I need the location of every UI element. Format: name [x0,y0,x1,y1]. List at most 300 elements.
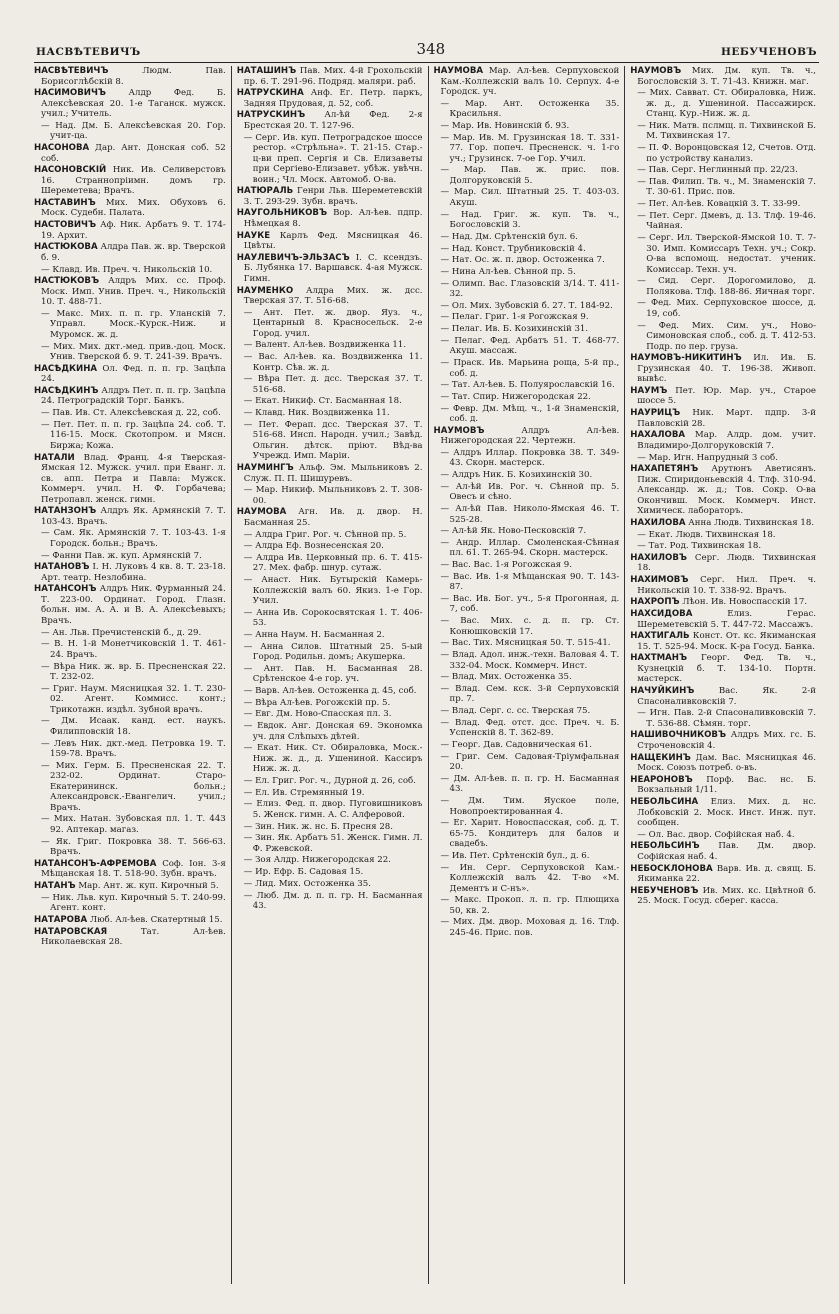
directory-entry [434,706,620,717]
entry-details: Дм. Исаак. канд. ест. наукъ. Филипповскій 18. [50,716,226,737]
entry-surname: НАТАНОВЪ [34,562,90,573]
directory-entry [630,121,816,142]
directory-entry [237,686,423,697]
directory-entry [434,121,620,132]
directory-entry [34,364,226,385]
entry-details: Алдра Ив. Церковный пр. 6. Т. 415-27. Мех. фабр. шнур. сутаж. [252,552,423,574]
directory-entry [237,541,423,552]
directory-entry [237,642,423,663]
directory-entry [34,716,226,737]
entry-details: Аф. Ник. Арбатъ 9. Т. 174-19. Архит. [41,220,226,241]
directory-entry [237,664,423,685]
directory-entry [630,386,816,407]
entry-details: Влад. Франц. 4-я Тверская-Ямская 12. Мужск. учил. при Еванг. л. св. апп. Петра и Павла: Мужск. Коммерч. учил. Н. Ф. Горбачева; Петропавл. женск. гимн. [41,452,226,505]
entry-surname: НАСТЮКОВА [34,242,98,253]
entry-details: Мих. Натан. Зубовская пл. 1. Т. 443 92. Аптекар. магаз. [50,814,226,835]
entry-details: Серг. Людв. Тихвинская 18. [637,552,816,574]
entry-details: Вас. Ив. Бог. уч., 5-я Прогонная, д. 7, соб. [449,593,620,615]
column-1 [34,66,231,1284]
entry-details: Влад. Фед. отст. дсс. Преч. ч. Б. Успенскій 8. Т. 362-89. [449,717,620,739]
entry-details: Вас. Як. 2-й Спасоналивковскій 7. [637,686,817,707]
entry-details: Варв. Ал-ѣев. Остоженка д. 45, соб. [255,686,417,697]
entry-details: Елиз. Герас. Шереметевскій 5. Т. 447-72. Массажъ. [637,609,816,630]
entry-surname: НАУМОВА [433,66,484,76]
entry-surname: НАТАНСОНЪ [34,584,97,595]
entry-details: Над. Дм. Срѣтенскій бул. 6. [451,231,578,242]
entry-details: I. С. ксендзъ. Б. Лубянка 17. Варшавск. 4-ая Мужск. Гимн. [243,252,423,284]
entry-details: Вѣра Пет. д. дсс. Тверская 37. Т. 516-68. [252,374,423,395]
entry-surname: НАУМИНГЪ [236,463,294,473]
entry-surname: НАТАЛИ [34,452,75,463]
entry-details: Макс. Прокоп. л. п. гр. Плющиха 50, кв. 2. [449,895,620,916]
entry-surname: НАХСИДОВА [630,609,693,619]
entry-details: Мар. Ант. ж. куп. Кирочный 5. [78,881,219,891]
directory-entry [34,584,226,626]
entry-details: Серг. Ив. куп. Петроградское шоссе рестор. «Стрѣльна». Т. 21-15. Стар.-ц-ви преп. Сергія и Св. Елизаветы при Сергіево-Елизавет. убѣж. увѣчн. воин.; Чл. Моск. Автомоб. О-ва. [252,132,423,185]
directory-entry [34,453,226,506]
directory-entry [237,374,423,395]
entry-details: Пав. Серг. Неглинный пр. 22/23. [648,165,798,176]
directory-entry [630,88,816,120]
directory-entry [630,143,816,164]
directory-entry [630,631,816,652]
entry-details: Серг. Нил. Преч. ч. Никольскій 10. Т. 338-92. Врачъ. [637,575,816,596]
entry-surname: НАСОНОВА [34,143,90,154]
directory-entry [630,530,816,541]
directory-entry [34,198,226,219]
entry-details: Сам. Як. Армянскій 7. Т. 103-43. 1-я Городск. больн.; Врачъ. [50,528,226,549]
entry-details: Тат. Ал-ѣев. Николаевская 28. [41,926,226,948]
entry-details: Фед. Мих. Серпуховское шоссе, д. 19, соб. [646,298,816,319]
entry-surname: НАХАЛОВА [630,430,686,441]
entry-details: Анна Ив. Сорокосвятская 1. Т. 406-53. [252,607,423,629]
directory-entry [434,99,620,120]
directory-entry [434,336,620,357]
entry-details: Анна Людв. Тихвинская 18. [688,517,815,528]
entry-surname: НАЩЕКИНЪ [630,752,691,763]
entry-details: Ник. Ив. Селиверстовъ 16. Страннопріимн. домъ гр. Шереметева; Врачъ. [41,165,226,197]
directory-entry [434,267,620,278]
entry-details: I. Н. Луковъ 4 кв. 8. Т. 23-18. Арт. театр. Незлобина. [41,562,226,583]
entry-details: Мих. Савват. Ст. Обираловка, Ниж. ж. д., д. Ушениной. Пассажирск. Станц. Кур.-Ниж. ж. д. [646,88,816,120]
directory-entry [434,255,620,266]
entry-details: Пет. Юр. Мар. уч., Старое шоссе 5. [637,385,816,407]
entry-details: Алдръ Мих. гс. Б. Строченовскій 4. [637,730,817,751]
directory-entry [434,165,620,186]
directory-entry [34,837,226,858]
directory-entry [434,538,620,559]
directory-entry [434,851,620,862]
entry-surname: НАСТОВИЧЪ [34,220,97,231]
directory-entry [434,684,620,705]
directory-entry [630,298,816,319]
directory-entry [434,324,620,335]
directory-entry [434,650,620,671]
directory-entry [237,231,423,252]
entry-details: Ел. Ив. Стремянный 19. [255,787,365,798]
directory-entry [630,66,816,87]
directory-entry [434,210,620,231]
directory-columns [34,66,821,1284]
entry-details: Влад. Серг. с. сс. Тверская 75. [451,706,591,717]
entry-details: Лѣон. Ив. Новоспасскій 17. [682,597,808,608]
directory-entry [237,867,423,878]
entry-details: П. Ф. Воронцовская 12, Счетов. Отд. по устройству канализ. [646,143,816,164]
directory-entry [434,66,620,98]
header-rule [34,62,819,63]
entry-details: Ол. Фед. п. п. гр. Зацѣпа 24. [41,363,226,385]
entry-details: Алдръ Пет. п. п. гр. Зацѣпа 24. Петроградскій Торг. Банкъ. [41,385,226,407]
directory-entry [630,775,816,796]
directory-entry [434,616,620,637]
entry-surname: НАЧУЙКИНЪ [630,686,695,697]
directory-entry [237,530,423,541]
entry-surname: НАУМОВЪ-НИКИТИНЪ [630,353,742,364]
entry-surname: НАТАНЗОНЪ [34,506,97,517]
entry-details: Алдръ Мих. сс. Проф. Моск. Имп. Унив. Преч. ч., Никольскій 10. Т. 488-71. [41,276,226,308]
entry-details: Пелаг. Ив. Б. Козихинскій 31. [451,324,589,335]
directory-entry [34,761,226,814]
entry-details: Алдръ Иллар. Покровка 38. Т. 349-43. Скорн. мастерск. [449,447,620,469]
entry-details: Дар. Ант. Донская соб. 52 соб. [41,143,226,164]
entry-surname: НАТЮРАЛЬ [236,186,294,197]
directory-entry [237,833,423,854]
directory-entry [434,774,620,795]
directory-entry [237,575,423,607]
directory-entry [237,776,423,787]
entry-surname: НАСОНОВСКІЙ [34,165,107,176]
entry-details: Елиз. Мих. д. нс. Лобковскій 2. Моск. Инст. Инж. пут. сообщен. [637,797,817,828]
directory-entry [237,340,423,351]
page-number: 348 [416,40,446,58]
entry-surname: НАУМЕНКО [236,285,294,296]
entry-details: Люб. Дм. д. п. п. гр. Н. Басманная 43. [252,890,423,911]
entry-details: Игн. Пав. 2-й Спасоналивковскій 7. Т. 536-88. Сѣмян. торг. [646,708,817,729]
entry-details: Клавд. Ник. Воздвиженка 11. [255,408,390,419]
directory-entry [237,186,423,207]
entry-details: Ан. Льв. Пречистенскій б., д. 29. [52,627,202,638]
running-head-left: НАСВѢТЕВИЧЪ [36,46,141,58]
entry-details: Мих. Дм. куп. Тв. ч., Богословскій 3. Т. 71-43. Книжн. маг. [637,66,816,87]
directory-entry [237,485,423,506]
entry-details: Алдръ Ал-ѣев. Нижегородская 22. Чертежн. [440,425,620,447]
entry-details: Ег. Харит. Новоспасская, соб. д. Т. 65-75. Кондитеръ для балов и свадебъ. [449,818,620,850]
entry-details: Нат. Ос. ж. п. двор. Остоженка 7. [451,255,605,266]
column-3 [428,66,625,1284]
entry-details: Мар. Сил. Штатный 25. Т. 403-03. Акуш. [449,187,620,208]
directory-entry [34,506,226,527]
directory-entry [237,286,423,307]
directory-entry [630,730,816,751]
directory-entry [34,88,226,120]
entry-details: Дм. Ал-ѣев. п. п. гр. Н. Басманная 43. [449,773,620,795]
entry-details: Ив. Мих. кс. Цвѣтной б. 25. Моск. Госуд. сберег. касса. [637,885,816,907]
entry-surname: НЕБОЛЬСИНЪ [630,841,700,852]
directory-entry [34,881,226,892]
entry-details: Екат. Никиф. Ст. Басманная 18. [255,396,402,407]
entry-details: Анна Наум. Н. Басманная 2. [255,630,385,640]
entry-surname: НЕБОЛЬСИНА [630,797,699,807]
entry-surname: НАУЛЕВИЧЪ-ЭЛЬЗАСЪ [236,252,350,263]
entry-details: Пет. Серг. Дмевъ, д. 13. Тлф. 19-46. Чайная. [646,210,816,232]
directory-entry [34,342,226,363]
entry-details: Валент. Ал-ѣев. Воздвиженка 11. [255,340,407,351]
entry-details: Ол. Мих. Зубовскій б. 27. Т. 184-92. [451,300,613,311]
directory-entry [34,739,226,760]
directory-entry [237,133,423,186]
entry-details: Пет. Пет. п. п. гр. Зацѣпа 24. соб. Т. 116-15. Моск. Скотопром. и Мясн. Биржа; Кожа. [50,419,226,451]
directory-entry [434,404,620,425]
entry-details: Евдок. Анг. Донская 69. Экономка уч. для Слѣпыхъ дѣтей. [252,721,423,742]
directory-entry [237,507,423,528]
entry-details: Вас. Вас. 1-я Рогожская 9. [451,560,572,571]
directory-entry [630,321,816,353]
entry-details: Вас. Ив. 1-я Мѣщанская 90. Т. 143-87. [449,571,620,593]
directory-entry [630,453,816,464]
entry-details: Пелаг. Фед. Арбатъ 51. Т. 468-77. Акуш. массаж. [449,335,620,357]
directory-entry [630,276,816,297]
entry-details: Вор. Ал-ѣев. пдпр. Нѣмецкая 8. [243,208,423,229]
entry-details: Елиз. Фед. п. двор. Пуговишниковъ 5. Женск. гимн. А. С. Алферовой. [252,799,423,820]
entry-details: Мих. Мих. Обуховъ 6. Моск. Судебн. Палата. [41,197,226,219]
running-head-right: НЕБУЧЕНОВЪ [721,46,817,58]
directory-entry [434,560,620,571]
directory-entry [434,232,620,243]
directory-entry [237,799,423,820]
directory-entry [34,859,226,880]
entry-details: Ник. Март. пдпр. 3-й Павловскій 28. [637,408,816,429]
entry-details: Влад. Мих. Остоженка 35. [451,672,572,683]
directory-entry [34,927,226,948]
entry-details: Влад. Адол. инж.-техн. Валовая 4. Т. 332-04. Моск. Коммерч. Инст. [449,650,620,671]
directory-entry [434,426,620,447]
entry-surname: НЕАРОНОВЪ [630,774,693,785]
entry-details: Алдръ Ник. Фурманный 24. Т. 223-00. Ординат. Город. Глазн. больн. им. А. А. и В. А. Алексѣевыхъ; Врачъ. [41,584,226,626]
entry-details: Мар. Пав. ж. прис. пов. Долгоруковскій 5. [449,165,620,186]
entry-details: Ник. Матв. пслмщ. п. Тихвинской Б. М. Тихвинская 17. [646,120,816,142]
directory-entry [630,177,816,198]
entry-details: Дам. Вас. Мясницкая 46. Моск. Союзъ потреб. о-въ. [637,752,816,774]
directory-entry [434,482,620,503]
entry-details: Анаст. Ник. Бутырскій Камерь-Коллежскій валъ 60. Якиз. 1-е Гор. Учил. [252,575,423,607]
directory-entry [34,915,226,926]
entry-details: Пав. Мих. 4-й Грохольскій пр. 6. Т. 291-96. Подряд. маляри. раб. [243,66,423,87]
entry-details: Алдр Фед. Б. Алексѣевская 20. 1-е Таганск. мужск. учил.; Учитель. [41,88,226,120]
directory-entry [630,541,816,552]
column-4 [624,66,821,1284]
entry-details: Клавд. Ив. Преч. ч. Никольскій 10. [52,264,213,275]
entry-details: Соф. Іон. 3-я Мѣщанская 18. Т. 518-90. Зубн. врачъ. [41,858,226,880]
directory-entry [630,609,816,630]
entry-details: Алдра Пав. ж. вр. Тверской б. 9. [41,242,226,263]
directory-entry [237,855,423,866]
entry-surname: НАХИМОВЪ [630,575,689,586]
entry-details: Ал-ѣй Пав. Николо-Ямская 46. Т. 525-28. [449,504,620,525]
entry-details: Над. Конст. Трубниковскій 4. [451,243,586,254]
directory-entry [237,608,423,629]
directory-entry [34,386,226,407]
entry-details: Екат. Людв. Тихвинская 18. [648,529,776,540]
directory-entry [434,526,620,537]
entry-surname: НАСВѢТЕВИЧЪ [34,66,109,76]
entry-details: Пав. Филип. Тв. ч., М. Знаменскій 7. Т. 30-61. Прис. пов. [646,176,816,198]
entry-surname: НАТАНЪ [34,881,76,891]
entry-surname: НАХТМАНЪ [630,653,688,664]
entry-details: Пет. Ал-ѣев. Ковацкій 3. Т. 33-99. [648,199,801,210]
directory-entry [34,639,226,660]
directory-entry [630,408,816,429]
directory-entry [237,396,423,407]
entry-details: Пав. Дм. двор. Софійская наб. 4. [637,841,816,862]
directory-entry [34,66,226,87]
entry-details: Альф. Эм. Мыльниковъ 2. Служ. П. П. Шишуревъ. [243,463,423,484]
entry-details: Ил. Ив. Б. Грузинская 40. Т. 196-38. Живоп. вывѣс. [637,353,816,385]
directory-entry [630,165,816,176]
entry-details: Мар. Ив. М. Грузинская 18. Т. 331-77. Гор. попеч. Пресненск. ч. 1-го уч.; Грузинск. 7-ое Гор. Учил. [449,132,620,164]
directory-entry [237,110,423,131]
directory-entry [34,276,226,308]
entry-surname: НАШИВОЧНИКОВЪ [630,730,727,741]
directory-entry [237,420,423,462]
directory-entry [434,504,620,525]
entry-surname: НАСѢДКИНА [34,363,98,374]
entry-details: В. Н. 1-й Монетчиковскій 1. Т. 461-24. Врачъ. [50,639,226,660]
entry-details: Вас. Тих. Мясницкая 50. Т. 515-41. [451,638,611,649]
entry-surname: НАУМОВЪ [630,66,682,76]
directory-entry [434,572,620,593]
entry-surname: НАХИЛОВА [630,517,686,528]
entry-details: Ал-ѣй Фед. 2-я Брестская 20. Т. 127-96. [243,110,423,131]
entry-details: Зоя Алдр. Нижегородская 22. [255,855,391,866]
directory-entry [630,233,816,275]
entry-details: Левъ Ник. дкт.-мед. Петровка 19. Т. 159-78. Врачъ. [50,738,226,760]
entry-details: Ив. Пет. Срѣтенскій бул., д. 6. [451,850,590,861]
directory-entry [434,448,620,469]
entry-details: Ал-ѣй Як. Ново-Песковскій 7. [451,526,587,537]
entry-surname: НАХРОПЪ [630,597,680,608]
page-header [36,38,817,58]
entry-details: Февр. Дм. Мѣщ. ч., 1-й Знаменскій, соб. д. [449,403,620,425]
directory-entry [237,308,423,340]
directory-entry [237,698,423,709]
entry-details: Зин. Як. Арбатъ 51. Женск. Гимн. Л. Ф. Ржевской. [252,833,423,854]
entry-details: Мар. Игн. Напрудный 3 соб. [648,452,778,463]
entry-details: Мар. Ив. Новинскій б. 93. [451,120,570,131]
directory-entry [237,253,423,285]
directory-entry [34,242,226,263]
entry-details: Як. Григ. Покровка 38. Т. 566-63. Врачъ. [50,836,226,858]
directory-entry [34,143,226,164]
directory-entry [34,662,226,683]
entry-details: Ник. Льв. куп. Кирочный 5. Т. 240-99. Агент. конт. [50,892,226,914]
entry-details: Мих. Герм. Б. Пресненская 22. Т. 232-02. Ординат. Старо-Екатерининск. больн.; Александровск.-Евангелич. учил.; Врачъ. [50,760,226,813]
directory-entry [34,814,226,835]
directory-entry [434,133,620,165]
directory-entry [434,718,620,739]
directory-entry [237,208,423,229]
entry-details: Ал-ѣй Ив. Рог. ч. Сѣнной пр. 5. Овесъ и сѣно. [449,481,620,503]
directory-entry [434,895,620,916]
entry-details: Ин. Серг. Серпуховской Кам.-Коллежскій валъ 42. Т-во «М. Дементъ и С-нъ». [449,862,620,894]
entry-details: Пет. Ферап. дсс. Тверская 37. Т. 516-68. Инсп. Народн. учил.; Завѣд. Ольгин. дѣтск. пріют. Вѣд-ва Учрежд. Имп. Маріи. [252,419,423,462]
directory-entry [630,708,816,729]
directory-entry [630,464,816,517]
directory-entry [34,562,226,583]
entry-details: Агн. Ив. д. двор. Н. Басманная 25. [243,507,423,528]
directory-entry [630,430,816,451]
entry-details: Конст. От. кс. Якиманская 15. Т. 525-94. Моск. К-ра Госуд. Банка. [637,631,816,652]
entry-details: Анф. Ег. Петр. паркъ, Задняя Прудовая, д. 52, соб. [243,88,423,109]
entry-details: Ол. Вас. двор. Софійская наб. 4. [648,829,795,840]
entry-surname: НАТРУСКИНЪ [236,110,306,121]
directory-entry [434,301,620,312]
directory-entry [237,66,423,87]
directory-entry [630,553,816,574]
entry-surname: НАУМЪ [630,385,668,396]
entry-details: Влад. Сем. кск. 3-й Серпуховскій пр. 7. [449,683,620,705]
directory-entry [630,597,816,608]
entry-details: Пелаг. Григ. 1-я Рогожская 9. [451,312,589,323]
entry-details: Людм. Пав. Борисоглѣбскій 8. [41,66,226,87]
entry-details: Праск. Ив. Марьина роща, 5-й пр., соб. д. [449,358,620,379]
directory-entry [237,88,423,109]
directory-entry [630,518,816,529]
entry-details: Лид. Мих. Остоженка 35. [255,878,371,889]
entry-surname: НЕБУЧЕНОВЪ [630,885,699,896]
entry-surname: НАХАПЕТЯНЪ [630,464,699,475]
directory-entry [630,797,816,829]
entry-details: Алдръ Як. Армянскій 7. Т. 103-43. Врачъ. [41,506,226,527]
directory-entry [34,265,226,276]
directory-entry [630,353,816,385]
entry-details: Вѣра Ал-ѣев. Рогожскій пр. 5. [255,697,391,708]
entry-details: Вас. Мих. с. д. п. гр. Ст. Конюшковскій 17. [449,616,620,637]
directory-entry [237,709,423,720]
directory-entry [434,818,620,850]
entry-details: Фед. Мих. Сим. уч., Ново-Симоновская слоб., соб. д. Т. 412-53. Подр. по пер. груза. [646,320,817,352]
directory-entry [34,628,226,639]
entry-details: Мих. Мих. дкт.-мед. прив.-доц. Моск. Унив. Тверской б. 9. Т. 241-39. Врачъ. [50,341,226,363]
directory-entry [434,740,620,751]
entry-details: Мих. Дм. двор. Моховая д. 16. Тлф. 245-46. Прис. пов. [449,917,620,938]
directory-entry [630,830,816,841]
directory-entry [630,864,816,885]
directory-entry [237,630,423,641]
directory-entry [434,244,620,255]
directory-entry [34,551,226,562]
entry-surname: НАТАРОВСКАЯ [34,926,108,937]
directory-entry [434,380,620,391]
directory-entry [34,121,226,142]
entry-details: Ант. Пет. ж. двор. Яуз. ч., Центарный 8. Красносельск. 2-е Город. учил. [252,307,423,339]
entry-surname: НАХИЛОВЪ [630,552,687,563]
entry-surname: НАУМОВЪ [433,425,485,436]
entry-surname: НАСѢДКИНЪ [34,385,99,396]
entry-details: Мар. Никиф. Мыльниковъ 2. Т. 308-00. [252,485,423,506]
entry-details: Георг. Фед. Тв. ч., Кузнецкій б. Т. 134-10. Портн. мастерск. [637,653,816,685]
directory-entry [434,917,620,938]
directory-entry [237,721,423,742]
entry-surname: НАУГОЛЬНИКОВЪ [236,208,328,219]
entry-details: Нина Ал-ѣев. Сѣнной пр. 5. [451,266,576,277]
directory-entry [630,653,816,685]
entry-details: Варв. Ив. д. свящ. Б. Якиманка 22. [637,863,816,885]
entry-details: Фанни Пав. ж. куп. Армянскій 7. [52,550,202,561]
directory-entry [630,841,816,862]
entry-details: Андр. Иллар. Смоленская-Сѣнная пл. 61. Т. 265-94. Скорн. мастерск. [449,537,620,559]
directory-entry [237,822,423,833]
entry-surname: НАУРИЦЪ [630,408,681,419]
